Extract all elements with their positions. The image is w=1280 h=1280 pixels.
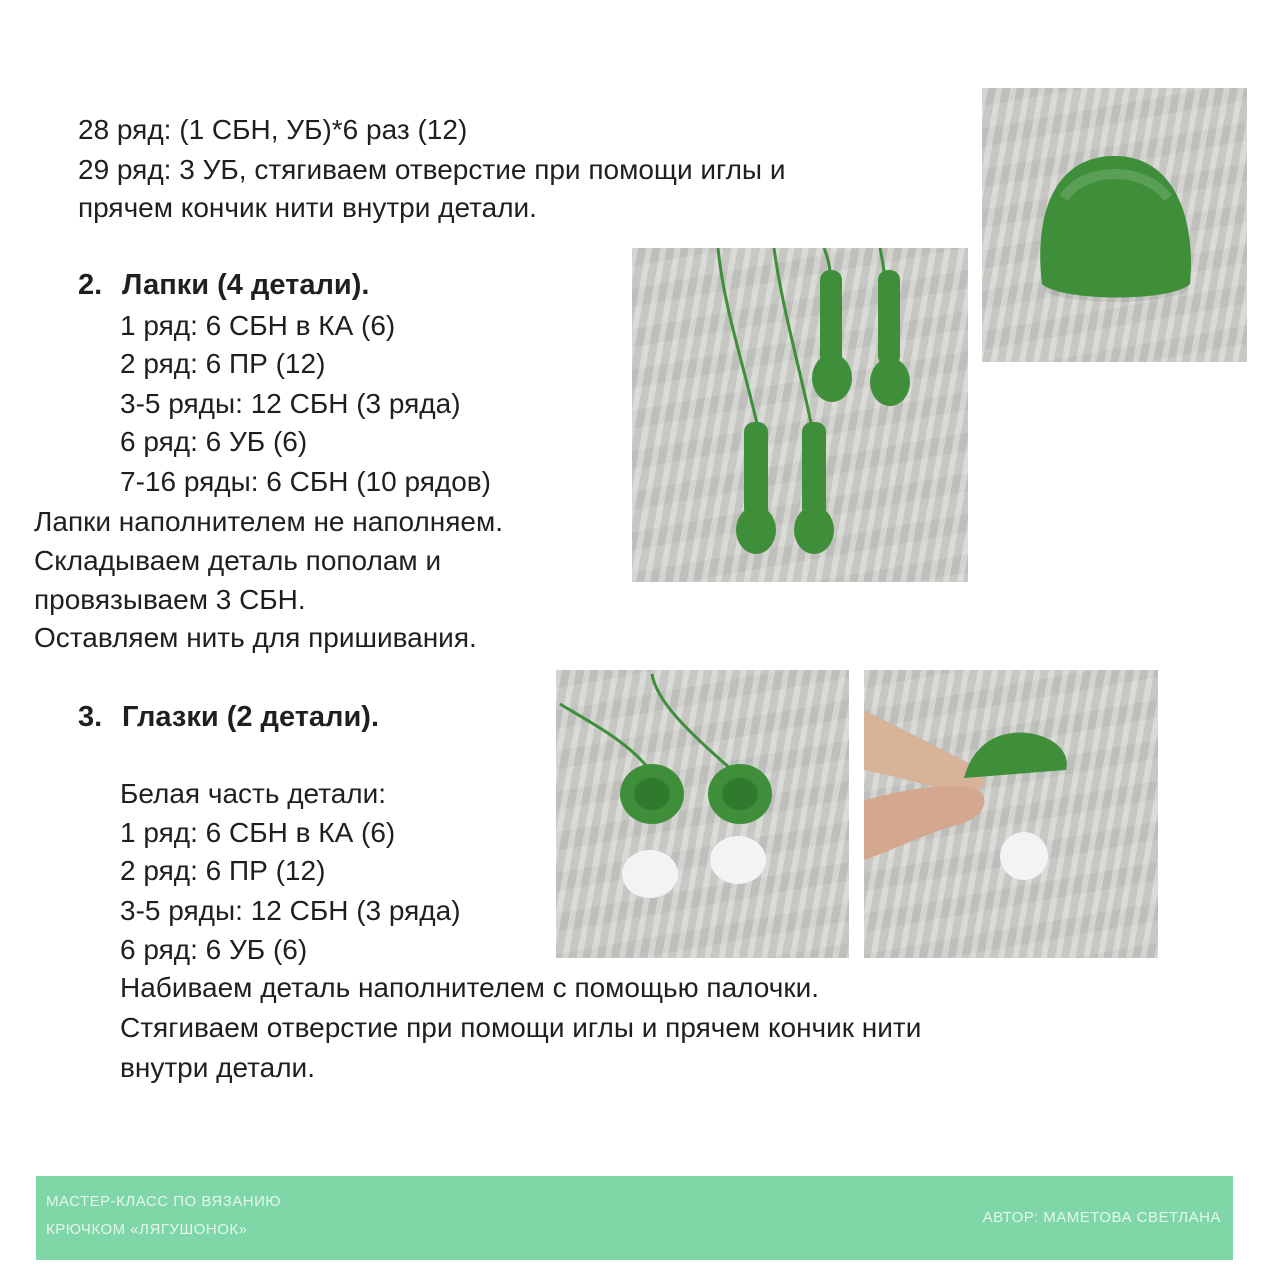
legs-row-2: 2 ряд: 6 ПР (12) (120, 348, 326, 379)
eyes-subtitle: Белая часть детали: (120, 778, 387, 809)
eye-in-hand-photo-graphic (864, 670, 1158, 958)
legs-row-5: 7-16 ряды: 6 СБН (10 рядов) (120, 466, 491, 497)
legs-note-1: Лапки наполнителем не наполняем. (34, 506, 503, 537)
footer-author: АВТОР: МАМЕТОВА СВЕТЛАНА (982, 1209, 1221, 1226)
row-29-continued-text: прячем кончик нити внутри детали. (78, 192, 537, 223)
eyes-note-1: Набиваем деталь наполнителем с помощью палочки. (120, 972, 820, 1003)
legs-photo (632, 248, 968, 582)
section-3-title: Глазки (2 детали). (122, 701, 380, 733)
legs-note-3: провязываем 3 СБН. (34, 584, 306, 615)
eyes-photo (556, 670, 849, 958)
footer-banner (36, 1176, 1233, 1260)
eyes-note-2: Стягиваем отверстие при помощи иглы и прячем кончик нити (120, 1012, 922, 1043)
eyes-note-3: внутри детали. (120, 1052, 315, 1083)
eyes-photo-graphic (556, 670, 849, 958)
eye-in-hand-photo (864, 670, 1158, 958)
eyes-row-2: 2 ряд: 6 ПР (12) (120, 855, 326, 886)
legs-row-3: 3-5 ряды: 12 СБН (3 ряда) (120, 388, 461, 419)
footer-course-title (46, 1188, 281, 1244)
eyes-row-3: 3-5 ряды: 12 СБН (3 ряда) (120, 895, 461, 926)
row-29-text: 29 ряд: 3 УБ, стягиваем отверстие при помощи иглы и (78, 154, 786, 185)
eyes-row-4: 6 ряд: 6 УБ (6) (120, 934, 308, 965)
section-2-heading (78, 266, 369, 304)
footer-course-line-1: МАСТЕР-КЛАСС ПО ВЯЗАНИЮ (46, 1193, 282, 1210)
section-3-number: 3. (78, 701, 103, 733)
footer-course-line-2: КРЮЧКОМ «ЛЯГУШОНОК» (46, 1221, 248, 1238)
section-2-title: Лапки (4 детали). (122, 269, 370, 301)
legs-row-1: 1 ряд: 6 СБН в КА (6) (120, 310, 396, 341)
row-28-text: 28 ряд: (1 СБН, УБ)*6 раз (12) (78, 114, 468, 145)
head-photo (982, 88, 1247, 362)
head-photo-graphic (982, 88, 1247, 362)
legs-row-4: 6 ряд: 6 УБ (6) (120, 426, 308, 457)
section-3-heading (78, 698, 379, 736)
legs-note-4: Оставляем нить для пришивания. (34, 622, 477, 653)
eyes-row-1: 1 ряд: 6 СБН в КА (6) (120, 817, 396, 848)
section-2-number: 2. (78, 269, 103, 301)
legs-note-2: Складываем деталь пополам и (34, 545, 442, 576)
legs-photo-graphic (632, 248, 968, 582)
